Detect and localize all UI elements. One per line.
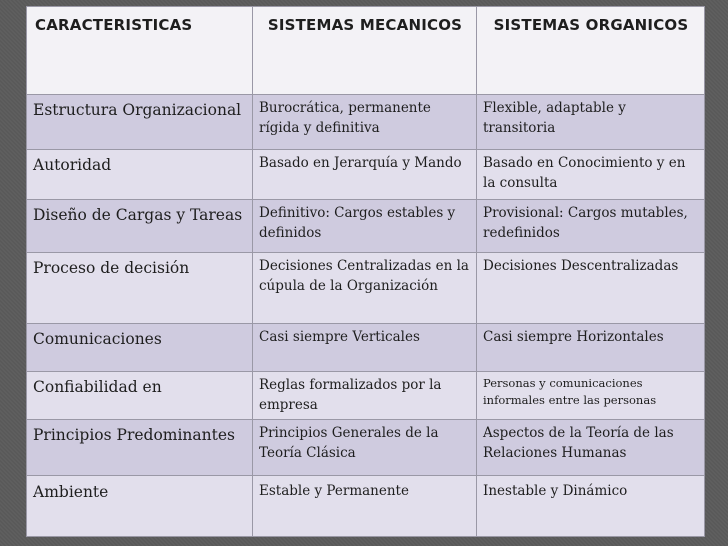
mechanical-cell: Casi siempre Verticales (253, 324, 477, 372)
table-row (27, 150, 705, 200)
organic-cell: Decisiones Descentralizadas (477, 253, 705, 324)
header-cell-sistemas-organicos: SISTEMAS ORGANICOS (477, 7, 705, 95)
table-row (27, 95, 705, 150)
mechanical-cell: Decisiones Centralizadas en la cúpula de la Organización (253, 253, 477, 324)
header-cell-sistemas-mecanicos: SISTEMAS MECANICOS (253, 7, 477, 95)
row-label: Ambiente (27, 476, 253, 537)
header-row (27, 7, 705, 95)
row-label: Confiabilidad en (27, 372, 253, 420)
organic-cell: Flexible, adaptable y transitoria (477, 95, 705, 150)
table-row (27, 324, 705, 372)
table-row (27, 420, 705, 476)
mechanical-cell: Estable y Permanente (253, 476, 477, 537)
table-row (27, 200, 705, 253)
row-label: Estructura Organizacional (27, 95, 253, 150)
row-label: Diseño de Cargas y Tareas (27, 200, 253, 253)
organic-cell: Casi siempre Horizontales (477, 324, 705, 372)
table-row (27, 476, 705, 537)
table-row (27, 372, 705, 420)
row-label: Autoridad (27, 150, 253, 200)
organic-cell: Provisional: Cargos mutables, redefinidos (477, 200, 705, 253)
organic-cell: Basado en Conocimiento y en la consulta (477, 150, 705, 200)
row-label: Comunicaciones (27, 324, 253, 372)
mechanical-cell: Principios Generales de la Teoría Clásica (253, 420, 477, 476)
mechanical-cell: Definitivo: Cargos estables y definidos (253, 200, 477, 253)
organic-cell: Inestable y Dinámico (477, 476, 705, 537)
row-label: Principios Predominantes (27, 420, 253, 476)
mechanical-cell: Burocrática, permanente rígida y definitiva (253, 95, 477, 150)
organic-cell: Personas y comunicaciones informales entre las personas (477, 372, 705, 420)
row-label: Proceso de decisión (27, 253, 253, 324)
organic-cell: Aspectos de la Teoría de las Relaciones Humanas (477, 420, 705, 476)
mechanical-cell: Reglas formalizados por la empresa (253, 372, 477, 420)
header-cell-caracteristicas: CARACTERISTICAS (27, 7, 253, 95)
table-row (27, 253, 705, 324)
mechanical-cell: Basado en Jerarquía y Mando (253, 150, 477, 200)
comparison-table (26, 6, 705, 537)
